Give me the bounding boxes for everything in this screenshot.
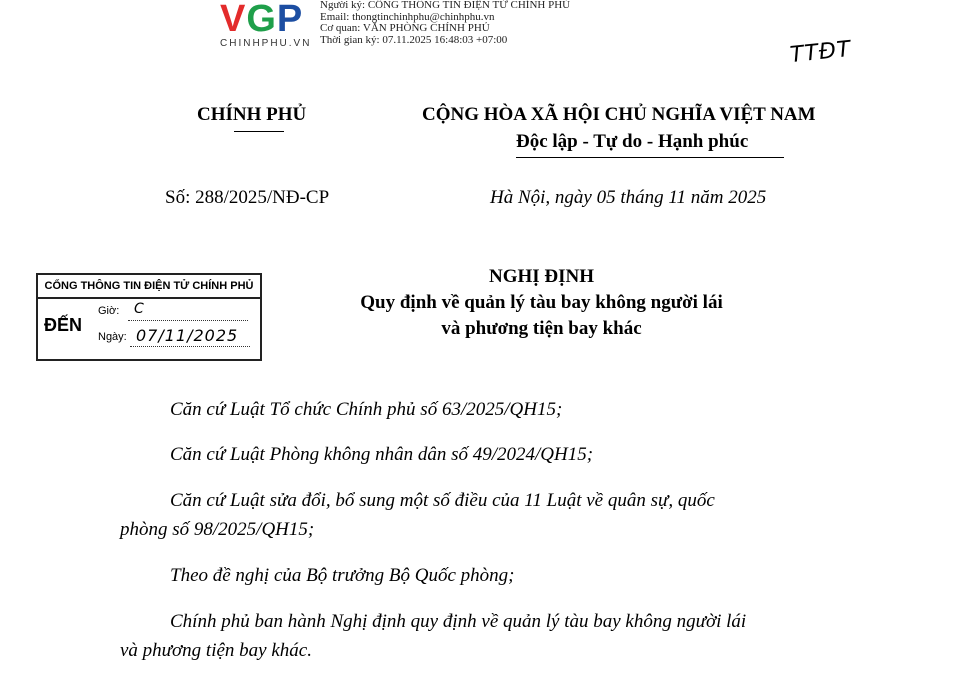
nation-name: CỘNG HÒA XÃ HỘI CHỦ NGHĨA VIỆT NAM bbox=[422, 104, 816, 125]
place-and-date: Hà Nội, ngày 05 tháng 11 năm 2025 bbox=[490, 187, 767, 208]
document-subject-line1: Quy định về quản lý tàu bay không người lái bbox=[360, 292, 723, 313]
motto-underline bbox=[516, 157, 784, 158]
agency-line: Cơ quan: VĂN PHÒNG CHÍNH PHỦ bbox=[320, 22, 490, 34]
stamp-date-label: Ngày: bbox=[98, 331, 127, 343]
sign-time-line: Thời gian ký: 07.11.2025 16:48:03 +07:00 bbox=[320, 33, 508, 46]
stamp-time-label: Giờ: bbox=[98, 305, 120, 317]
vgp-logo-text: VGP bbox=[220, 0, 304, 40]
legal-basis-2: Căn cứ Luật Phòng không nhân dân số 49/2024/QH15; bbox=[170, 444, 594, 465]
vgp-logo-subtitle: CHINHPHU.VN bbox=[220, 38, 312, 49]
signer-line: Người ký: CỔNG THÔNG TIN ĐIỆN TỬ CHÍNH PHỦ bbox=[320, 0, 571, 11]
enactment-paragraph-line2: và phương tiện bay khác. bbox=[120, 640, 312, 661]
stamp-date-value: 07/11/2025 bbox=[136, 326, 239, 345]
stamp-date-dotted-line bbox=[130, 346, 250, 347]
proposal-paragraph: Theo đề nghị của Bộ trưởng Bộ Quốc phòng; bbox=[170, 565, 515, 586]
legal-basis-3-line1: Căn cứ Luật sửa đổi, bổ sung một số điều của 11 Luật về quân sự, quốc bbox=[170, 490, 715, 511]
enactment-paragraph-line1: Chính phủ ban hành Nghị định quy định về quản lý tàu bay không người lái bbox=[170, 611, 747, 632]
legal-basis-3-line2: phòng số 98/2025/QH15; bbox=[120, 519, 315, 540]
document-subject-line2: và phương tiện bay khác bbox=[441, 318, 642, 339]
document-number: Số: 288/2025/NĐ-CP bbox=[165, 187, 330, 208]
document-type-title: NGHỊ ĐỊNH bbox=[488, 266, 595, 287]
vgp-logo bbox=[220, 0, 330, 49]
issuer-name: CHÍNH PHỦ bbox=[197, 104, 307, 125]
handwritten-mark: TTĐT bbox=[788, 36, 853, 69]
stamp-den-label: ĐẾN bbox=[44, 315, 83, 335]
legal-basis-1: Căn cứ Luật Tổ chức Chính phủ số 63/2025/QH15; bbox=[170, 399, 563, 420]
digital-signature-info bbox=[320, 0, 570, 46]
national-motto: Độc lập - Tự do - Hạnh phúc bbox=[516, 131, 749, 152]
stamp-time-value: C bbox=[134, 301, 144, 317]
issuer-underline bbox=[234, 131, 284, 132]
email-line: Email: thongtinchinhphu@chinhphu.vn bbox=[320, 10, 495, 23]
stamp-organization: CỔNG THÔNG TIN ĐIỆN TỬ CHÍNH PHỦ bbox=[38, 275, 260, 299]
